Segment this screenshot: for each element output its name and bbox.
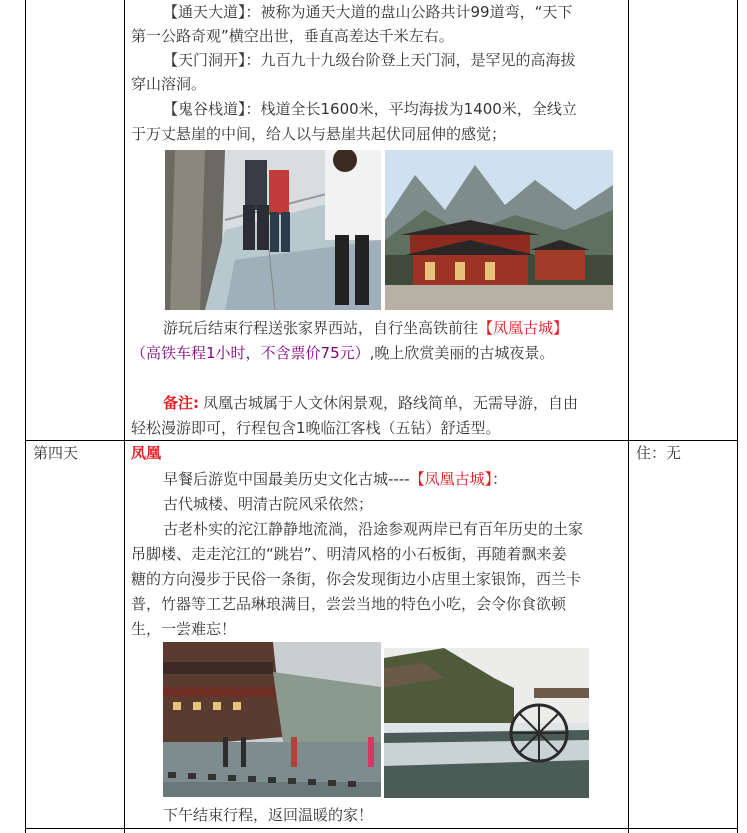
table-border-bottom — [25, 828, 738, 829]
row4-end: 下午结束行程，返回温暖的家！ — [163, 806, 374, 824]
row3-line-6: 于万丈悬崖的中间，给人以与悬崖共起伏同屈伸的感觉； — [131, 125, 507, 143]
table-border-right — [737, 0, 738, 833]
row3-note-line-2: 轻松漫游即可，行程包含1晚临江客栈（五钻）舒适型。 — [131, 419, 501, 437]
row3-train-info: （高铁车程1小时，不含票价75元） — [131, 344, 370, 362]
row4-fenghuang: 【凤凰古城】 — [409, 470, 493, 488]
row3-line-3: 【天门洞开】：九百九十九级台阶登上天门洞，是罕见的高海拔 — [163, 51, 576, 69]
table-border-col2 — [628, 0, 629, 833]
row3-line-5: 【鬼谷栈道】：栈道全长1600米，平均海拔为1400米，全线立 — [163, 100, 577, 118]
row3-after-text-a: 游玩后结束行程送张家界西站，自行坐高铁前往 — [163, 319, 479, 337]
row3-after-line-2 — [131, 341, 554, 366]
row4-stay: 住：无 — [636, 444, 682, 462]
row4-line-7: 生，一尝难忘！ — [131, 620, 237, 638]
row4-day: 第四天 — [33, 444, 79, 462]
row4-line-6: 普，竹器等工艺品琳琅满目，尝尝当地的特色小吃，会令你食欲顿 — [131, 595, 567, 613]
row3-evening-text: ,晚上欣赏美丽的古城夜景。 — [369, 344, 555, 362]
table-border-col1 — [124, 0, 125, 833]
row3-after-fenghuang: 【凤凰古城】 — [478, 319, 569, 337]
row3-after-line-1 — [163, 316, 568, 341]
row4-line-2: 古代城楼、明清古院风采依然； — [163, 495, 374, 513]
row3-line-2: 第一公路奇观”横空出世，垂直高差达千米左右。 — [131, 27, 454, 45]
row4-line-1-c: ： — [492, 470, 508, 488]
photo-tianmen-temple — [385, 150, 613, 310]
row4-line-1-a: 早餐后游览中国最美历史文化古城---- — [163, 470, 410, 488]
row3-note-line-1 — [163, 391, 578, 416]
row4-line-5: 糖的方向漫步于民俗一条街，你会发现街边小店里土家银饰，西兰卡 — [131, 570, 582, 588]
row4-line-3: 古老朴实的沱江静静地流淌，沿途参观两岸已有百年历史的土家 — [163, 520, 584, 538]
row3-line-1: 【通天大道】：被称为通天大道的盘山公路共计99道弯，“天下 — [163, 3, 573, 21]
row4-line-1 — [163, 467, 507, 492]
row3-note-text: 凤凰古城属于人文休闲景观，路线简单，无需导游，自由 — [203, 394, 579, 412]
photo-waterwheel — [384, 648, 589, 798]
row3-line-4: 穿山溶洞。 — [131, 75, 207, 93]
table-border-left — [25, 0, 26, 833]
row4-line-4: 吊脚楼、走走沱江的“跳岩”、明清风格的小石板街，再随着飘来姜 — [131, 545, 567, 563]
row4-title: 凤凰 — [131, 444, 162, 462]
row3-note-label: 备注: — [163, 394, 199, 412]
photo-stilt-houses — [163, 642, 381, 797]
photo-glass-skywalk — [165, 150, 381, 310]
